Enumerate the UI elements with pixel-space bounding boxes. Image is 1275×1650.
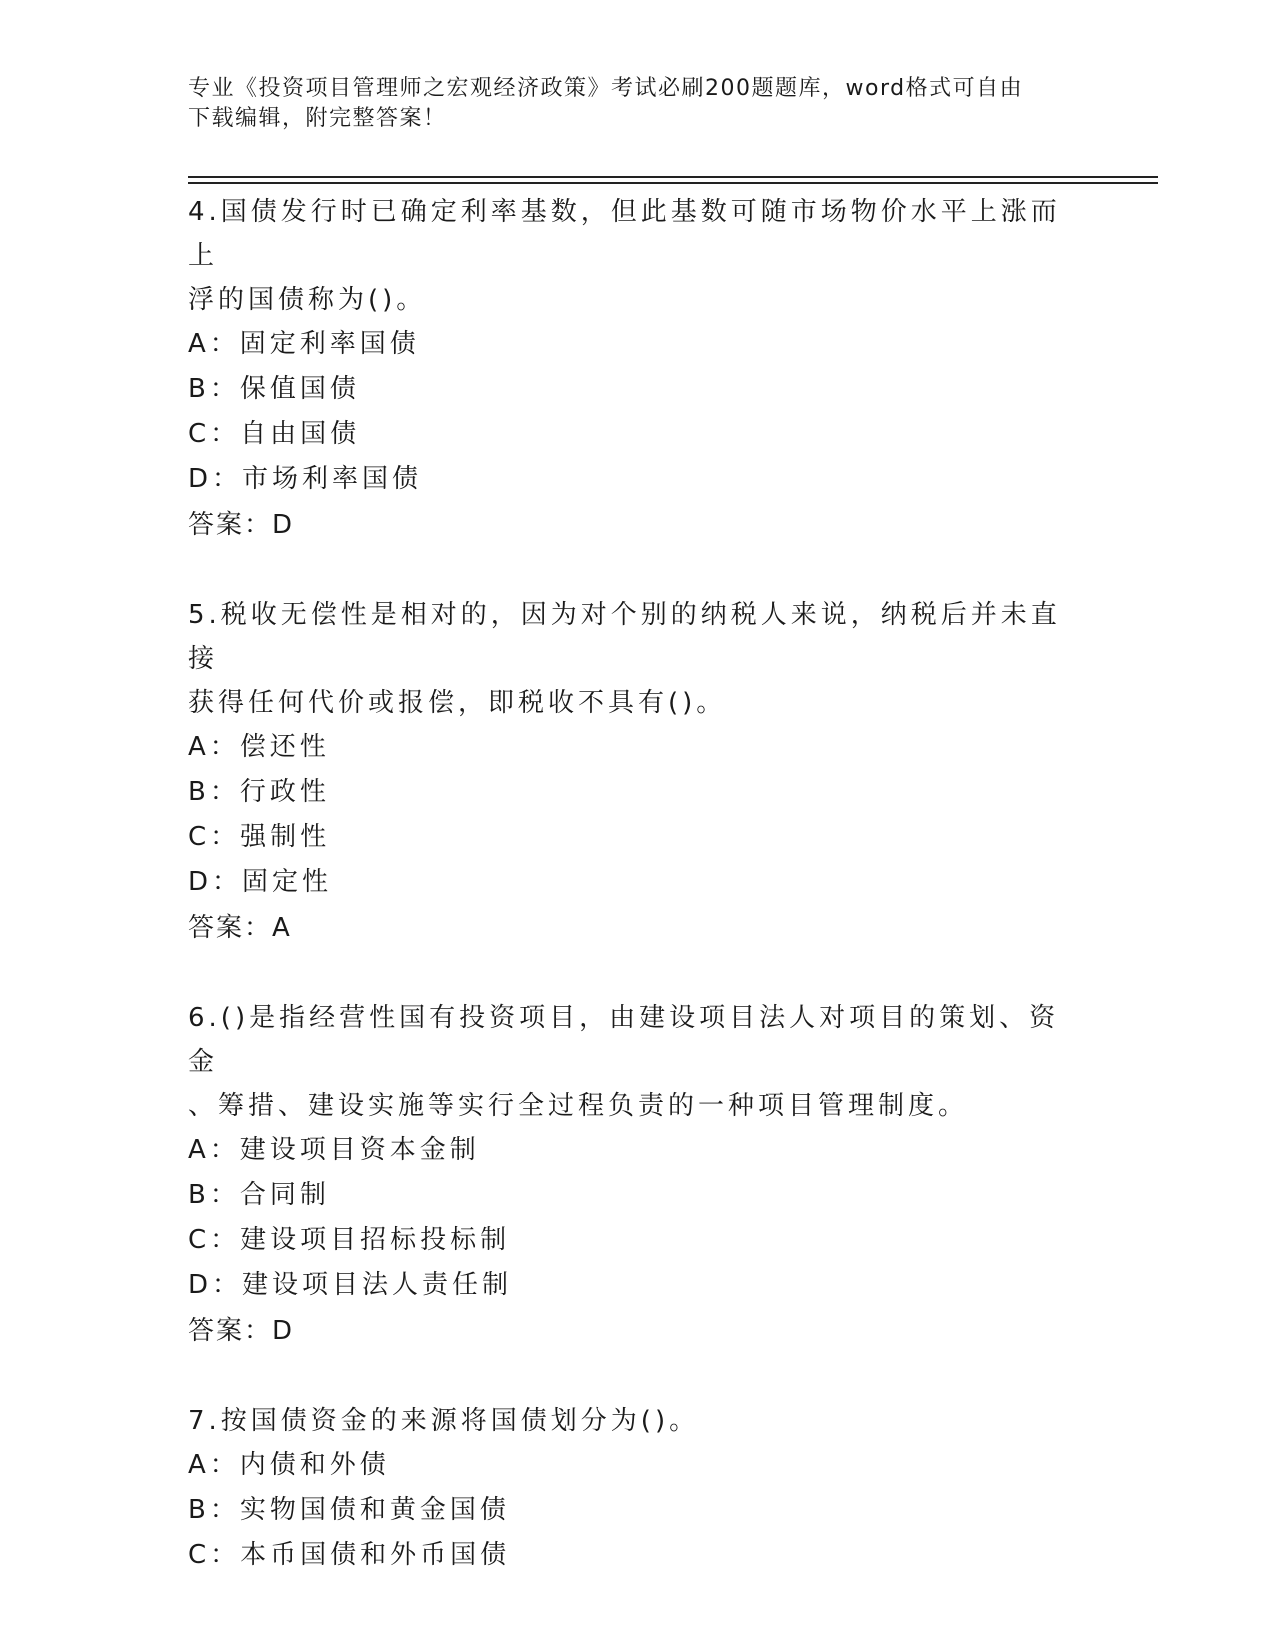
- answer: 答案：A: [188, 913, 292, 943]
- header-line-2: 下载编辑，附完整答案！: [188, 106, 447, 131]
- option-d: D：建设项目法人责任制: [188, 1270, 513, 1300]
- question-list: [188, 190, 1088, 1623]
- question-4: [188, 190, 1088, 548]
- document-header: [188, 74, 1088, 134]
- question-stem: 4.国债发行时已确定利率基数，但此基数可随市场物价水平上涨而上: [188, 197, 1061, 271]
- question-stem: 7.按国债资金的来源将国债划分为()。: [188, 1406, 700, 1436]
- question-stem: 6.()是指经营性国有投资项目，由建设项目法人对项目的策划、资金: [188, 1003, 1060, 1077]
- question-stem: 、筹措、建设实施等实行全过程负责的一种项目管理制度。: [188, 1091, 969, 1121]
- question-stem: 5.税收无偿性是相对的，因为对个别的纳税人来说，纳税后并未直接: [188, 600, 1061, 674]
- question-6: [188, 996, 1088, 1354]
- option-c: C：强制性: [188, 822, 331, 852]
- header-rule-bottom: [188, 182, 1158, 184]
- question-5: [188, 593, 1088, 951]
- option-a: A：建设项目资本金制: [188, 1135, 480, 1165]
- option-c: C：自由国债: [188, 419, 361, 449]
- question-stem: 获得任何代价或报偿，即税收不具有()。: [188, 688, 727, 718]
- option-b: B：实物国债和黄金国债: [188, 1495, 510, 1525]
- option-b: B：保值国债: [188, 374, 360, 404]
- option-d: D：市场利率国债: [188, 464, 423, 494]
- option-d: D：固定性: [188, 867, 333, 897]
- header-line-1: 专业《投资项目管理师之宏观经济政策》考试必刷200题题库，word格式可自由: [188, 76, 1024, 101]
- option-c: C：本币国债和外币国债: [188, 1540, 511, 1570]
- answer: 答案：D: [188, 1316, 295, 1346]
- option-b: B：合同制: [188, 1180, 330, 1210]
- header-rule-top: [188, 176, 1158, 178]
- option-c: C：建设项目招标投标制: [188, 1225, 511, 1255]
- option-a: A：内债和外债: [188, 1450, 390, 1480]
- answer: 答案：D: [188, 510, 295, 540]
- question-7: [188, 1399, 1088, 1578]
- option-b: B：行政性: [188, 777, 330, 807]
- question-stem: 浮的国债称为()。: [188, 285, 427, 315]
- option-a: A：偿还性: [188, 732, 330, 762]
- option-a: A：固定利率国债: [188, 329, 420, 359]
